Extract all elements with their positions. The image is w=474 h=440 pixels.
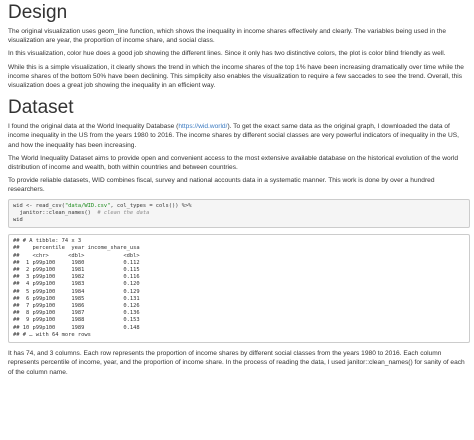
code-line-3: wid [13, 217, 23, 224]
dataset-paragraph-3: To provide reliable datasets, WID combines fiscal, survey and national accounts data in a systematic manner. This work is done by over a hundred researchers. [8, 177, 435, 194]
output-line: ## 4 p99p100 1983 0.120 [13, 281, 140, 288]
output-line: ## # A tibble: 74 x 3 [13, 238, 82, 245]
code-line-1-a: wid <- read_csv( [13, 202, 65, 209]
dataset-heading: Dataset [8, 97, 74, 119]
code-text [13, 203, 465, 225]
output-line: ## <chr> <dbl> <dbl> [13, 252, 140, 259]
code-line-1-string: "data/WID.csv" [64, 202, 111, 209]
output-line: ## percentile year income_share_usa [13, 245, 140, 252]
code-line-1-b: , col_types = cols()) %>% [110, 202, 192, 209]
dataset-paragraph-1 [8, 122, 470, 150]
output-line: ## 2 p99p100 1981 0.115 [13, 267, 140, 274]
document-page [8, 0, 470, 381]
dataset-paragraph-4: It has 74, and 3 columns. Each row represents the proportion of income shares by different social classes from the years 1980 to 2016. Each column represents percentile of income, year, and the proportion of income share. In the process of reading the data, I used janitor::clean_names() for sanity of each of the column name. [8, 350, 465, 376]
output-line: ## 8 p99p100 1987 0.136 [13, 310, 140, 317]
output-line: ## 9 p99p100 1988 0.153 [13, 317, 140, 324]
output-line: ## 6 p99p100 1985 0.131 [13, 295, 140, 302]
design-heading: Design [8, 2, 68, 23]
code-line-2-comment: # clean the data [97, 209, 150, 216]
output-line: ## 10 p99p100 1989 0.148 [13, 324, 140, 331]
design-paragraph-3: While this is a simple visualization, it clearly shows the trend in which the income shares of the top 1% have been increasing dramatically over time while the income shares of the bottom 50% have been declining. This simplicity also enables the visualization to require a few saccades to see the trend. Overall, this visualization does a great job showing the inequality in an efficient way. [8, 63, 464, 90]
dataset-paragraph-1-text-b: ). To get the exact same data as the original graph, I downloaded the data of income inequality in the US from the years 1980 to 2016. The income shares by different social classes are very powerful indicators of inequality in the US, and how the inequality has been increasing. [8, 123, 459, 149]
code-line-2-a: janitor::clean_names() [13, 209, 98, 216]
code-block [8, 199, 470, 229]
design-paragraph-1: The original visualization uses geom_line function, which shows the inequality in income shares effectively and clearly. The variables being used in the visualization are year, the proportion of income share, and social class. [8, 28, 446, 45]
dataset-paragraph-2: The World Inequality Dataset aims to provide open and convenient access to the most extensive available database on the historical evolution of the world distribution of income and wealth, both within countries and between countries. [8, 154, 458, 172]
output-line: ## 1 p99p100 1980 0.112 [13, 259, 140, 266]
output-line: ## # … with 64 more rows [13, 331, 91, 338]
output-text [13, 238, 465, 339]
output-block [8, 234, 470, 343]
design-paragraph-2: In this visualization, color hue does a good job showing the different lines. Since it only has two distinctive colors, the plot is color blind friendly as well. [8, 50, 446, 58]
wid-link[interactable]: https://wid.world/ [178, 123, 228, 131]
output-line: ## 7 p99p100 1986 0.126 [13, 303, 140, 310]
output-line: ## 3 p99p100 1982 0.116 [13, 274, 140, 281]
dataset-paragraph-1-text-a: I found the original data at the World Inequality Database ( [8, 123, 179, 131]
output-line: ## 5 p99p100 1984 0.129 [13, 288, 140, 295]
